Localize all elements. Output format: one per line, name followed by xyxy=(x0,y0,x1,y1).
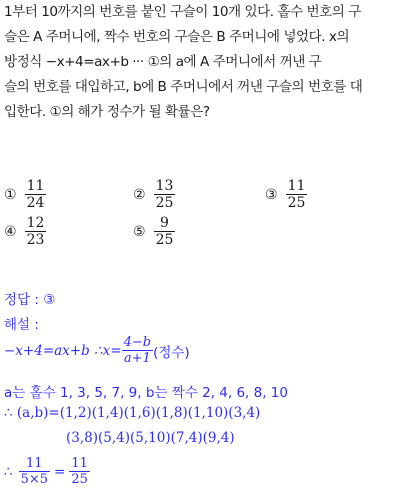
denominator: 25 xyxy=(155,232,174,248)
problem-line-3: 방정식 −x+4=ax+b ··· ①의 a에 A 주머니에서 꺼낸 구 xyxy=(4,54,322,70)
denominator: a+1 xyxy=(123,351,151,366)
numerator: 11 xyxy=(287,178,306,194)
denominator: 25 xyxy=(287,195,306,211)
choice-fraction xyxy=(25,178,47,211)
problem-statement xyxy=(4,0,398,125)
problem-line-2: 슬은 A 주머니에, 짝수 번호의 구슬은 B 주머니에 넣었다. x의 xyxy=(4,29,350,45)
therefore-symbol: ∴ xyxy=(4,463,13,480)
numerator: 11 xyxy=(26,178,45,194)
problem-line-5: 입한다. ①의 해가 정수가 될 확률은? xyxy=(4,104,210,120)
numerator: 11 xyxy=(26,456,43,471)
problem-line-4: 슬의 번호를 대입하고, b에 B 주머니에서 꺼낸 구슬의 번호를 대 xyxy=(4,79,363,95)
solution-pairs-line-2: (3,8)(5,4)(5,10)(7,4)(9,4) xyxy=(66,430,235,446)
final-fraction-2 xyxy=(69,456,90,487)
choice-fraction xyxy=(286,178,308,211)
choice-1[interactable] xyxy=(4,178,46,211)
denominator: 5×5 xyxy=(20,472,49,487)
numerator: 11 xyxy=(71,456,88,471)
choice-marker: ① xyxy=(4,186,17,203)
solution-values-line: a는 홀수 1, 3, 5, 7, 9, b는 짝수 2, 4, 6, 8, 10 xyxy=(4,385,288,401)
numerator: 9 xyxy=(160,215,169,231)
equation-left: −x+4=ax+b ∴x= xyxy=(4,342,122,359)
solution-final xyxy=(4,456,90,487)
choice-4[interactable] xyxy=(4,215,46,248)
choice-marker: ③ xyxy=(265,186,278,203)
denominator: 24 xyxy=(26,195,45,211)
solution-equation xyxy=(4,335,190,366)
choice-fraction xyxy=(154,215,176,248)
equation-note: (정수) xyxy=(153,344,190,361)
equation-fraction xyxy=(122,335,154,366)
equals-sign: = xyxy=(54,463,66,480)
choice-5[interactable] xyxy=(133,215,175,248)
choice-2[interactable] xyxy=(133,178,175,211)
numerator: 13 xyxy=(155,178,174,194)
numerator: 12 xyxy=(26,215,45,231)
numerator: 4−b xyxy=(123,335,152,350)
denominator: 25 xyxy=(71,472,88,487)
answer-line: 정답 : ③ xyxy=(4,292,56,308)
denominator: 25 xyxy=(155,195,174,211)
choice-fraction xyxy=(154,178,176,211)
solution-pairs-line-1: ∴ (a,b)=(1,2)(1,4)(1,6)(1,8)(1,10)(3,4) xyxy=(4,405,261,421)
denominator: 23 xyxy=(26,232,45,248)
explanation-heading: 해설 : xyxy=(4,317,39,333)
choice-fraction xyxy=(25,215,47,248)
problem-line-1: 1부터 10까지의 번호를 붙인 구슬이 10개 있다. 홀수 번호의 구 xyxy=(4,4,361,20)
choice-3[interactable] xyxy=(265,178,307,211)
choice-marker: ⑤ xyxy=(133,223,146,240)
final-fraction-1 xyxy=(19,456,50,487)
choice-marker: ④ xyxy=(4,223,17,240)
choice-marker: ② xyxy=(133,186,146,203)
